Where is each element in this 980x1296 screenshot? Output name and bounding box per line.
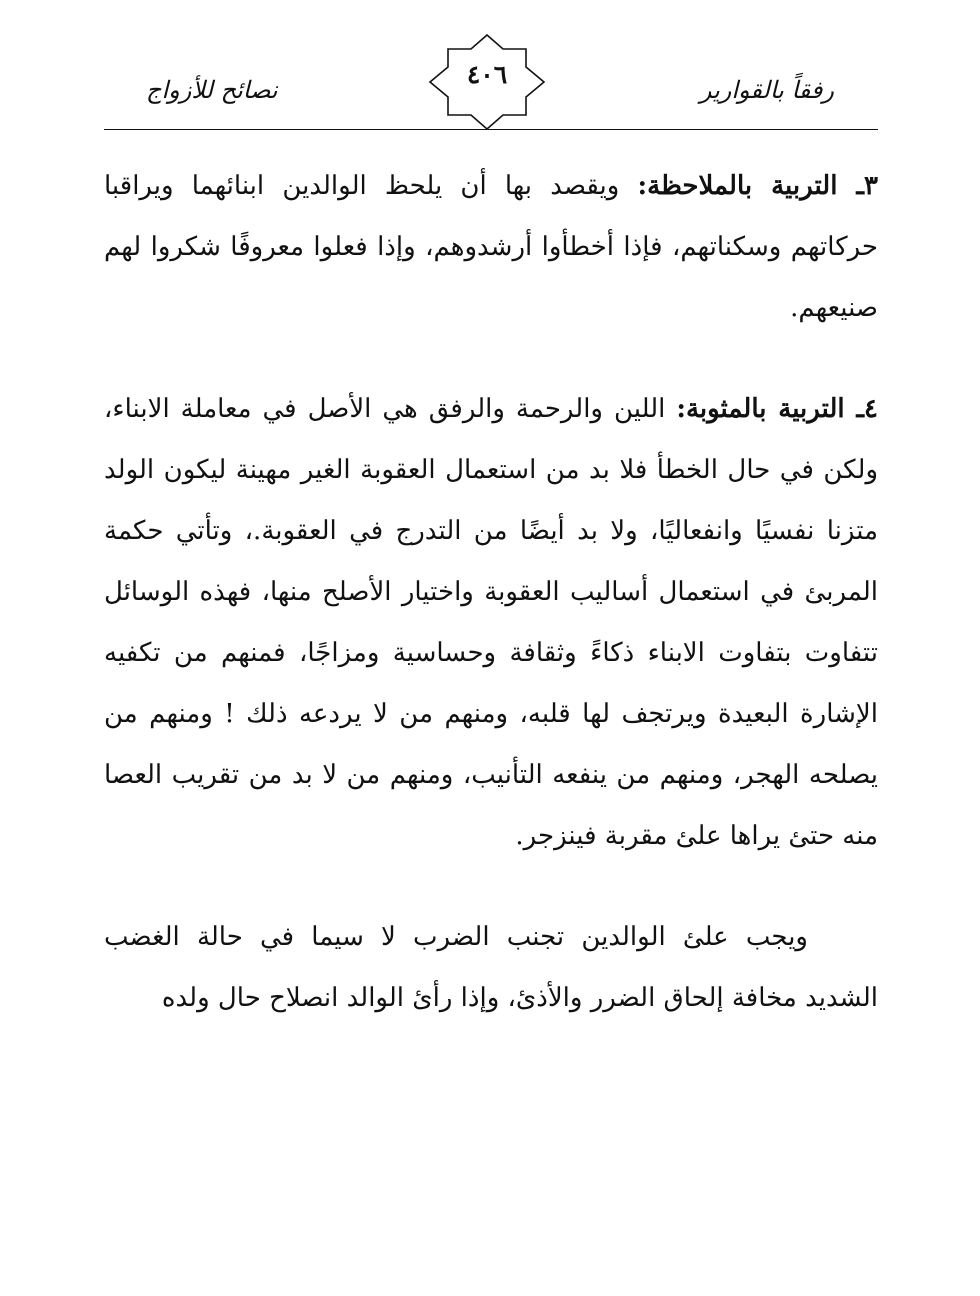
- paragraph-text: ويقصد بها أن يلحظ الوالدين ابنائهما ويراقبا حركاتهم وسكناتهم، فإذا أخطأوا أرشدوهم، وإذا فعلوا معروفًا شكروا لهم صنيعهم.: [104, 171, 878, 323]
- paragraph-text: اللين والرحمة والرفق هي الأصل في معاملة الابناء، ولكن في حال الخطأ فلا بد من استعمال العقوبة الغير مهينة ليكون الولد متزنا نفسيًا وانفعاليًا، ولا بد أيضًا من التدرج في العقوبة.، وتأتي حكمة المربئ في استعمال أساليب العقوبة واختيار الأصلح منها، فهذه الوسائل تتفاوت بتفاوت الابناء ذكاءً وثقافة وحساسية ومزاجًا، فمنهم من تكفيه الإشارة البعيدة ويرتجف لها قلبه، ومنهم من لا يردعه ذلك ! ومنهم من يصلحه الهجر، ومنهم من ينفعه التأنيب، ومنهم من لا بد من تقريب العصا منه حتئ يراها علئ مقربة فينزجر.: [104, 394, 878, 851]
- page-number-badge: [428, 34, 546, 130]
- paragraph-text: ويجب علئ الوالدين تجنب الضرب لا سيما في حالة الغضب الشديد مخافة إلحاق الضرر والأذئ، وإذا رأئ الوالد انصلاح حال ولده: [104, 922, 878, 1013]
- paragraph-parents: [104, 907, 878, 1029]
- chapter-title: نصائح للأزواج: [146, 76, 278, 104]
- paragraph-reward: [104, 379, 878, 867]
- page-body: [104, 156, 878, 1069]
- page-header: [0, 0, 980, 140]
- header-divider: [104, 129, 878, 130]
- paragraph-observation: [104, 156, 878, 339]
- paragraph-heading: ٤ـ التربية بالمثوبة:: [676, 394, 878, 424]
- book-title: رفقاً بالقوارير: [699, 76, 834, 104]
- paragraph-heading: ٣ـ التربية بالملاحظة:: [637, 171, 878, 201]
- page-number: ٤٠٦: [466, 60, 508, 89]
